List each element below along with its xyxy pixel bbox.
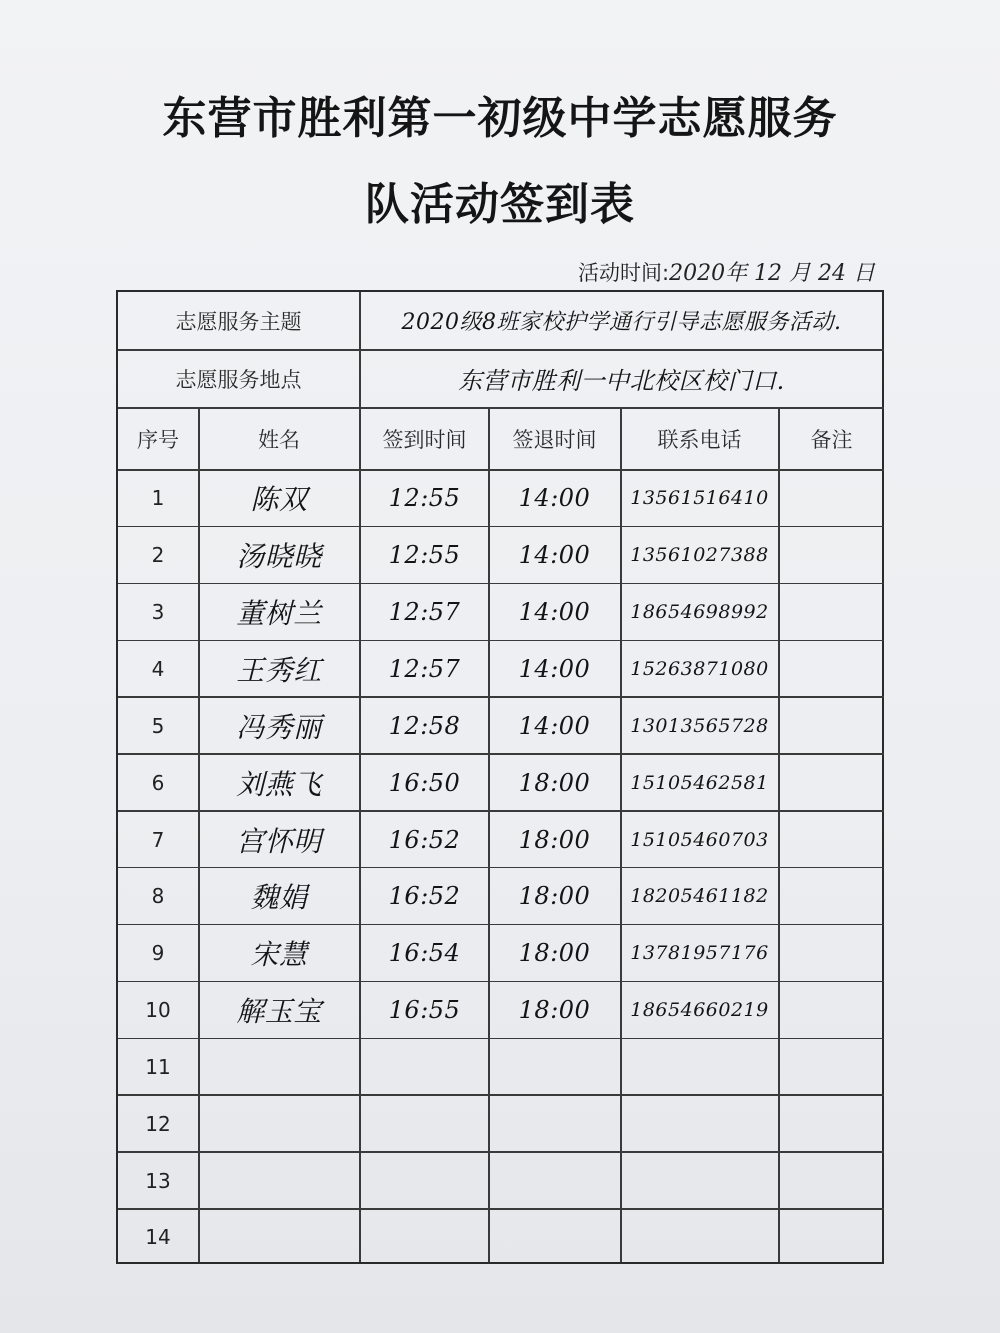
row-note [779,584,884,641]
row-sign-out: 14:00 [518,541,591,570]
row-phone [621,1209,778,1266]
row-name [199,1095,359,1152]
row-name [199,1039,359,1096]
row-sign-in [361,1095,488,1152]
row-sign-in: 16:52 [388,825,461,854]
row-name: 魏娟 [250,881,308,915]
row-sign-in [361,1152,488,1209]
row-name [199,1209,359,1266]
sign-in-table [116,290,884,1264]
row-sign-out: 14:00 [518,484,591,513]
row-note [779,982,884,1039]
row-note [779,1209,884,1266]
row-sign-out: 14:00 [518,654,591,683]
row-no: 14 [145,1225,171,1250]
row-sign-out: 18:00 [518,939,591,968]
grid-line [118,349,884,351]
row-note [779,697,884,754]
row-note [779,470,884,527]
row-note [779,925,884,982]
grid-line [118,640,884,642]
row-note [779,754,884,811]
row-phone: 18654660219 [630,999,769,1022]
row-sign-out: 18:00 [518,825,591,854]
row-no: 2 [151,543,165,568]
row-sign-in: 16:50 [388,768,461,797]
grid-line [118,1094,884,1096]
row-note [779,641,884,698]
row-note [779,1039,884,1096]
grid-line [118,753,884,755]
row-phone: 13781957176 [630,942,769,965]
row-phone [621,1095,778,1152]
row-phone: 18654698992 [630,601,769,624]
row-no: 4 [151,656,165,681]
col-header-note: 备注 [810,428,853,452]
row-phone: 13561516410 [630,487,769,510]
row-name: 宫怀明 [236,824,322,858]
grid-line [118,1151,884,1153]
sheet-title-line2: 队活动签到表 [365,179,635,230]
grid-line [488,407,490,1262]
row-sign-out: 14:00 [518,711,591,740]
row-no: 13 [145,1168,171,1193]
row-sign-out [489,1095,620,1152]
row-no: 12 [145,1111,171,1136]
col-header-phone: 联系电话 [657,428,742,452]
row-name: 陈双 [250,483,308,517]
row-note [779,811,884,868]
row-name: 宋慧 [250,938,308,972]
row-name: 刘燕飞 [236,767,322,801]
row-phone: 15105460703 [630,828,769,851]
row-sign-out [489,1039,620,1096]
grid-line [118,1208,884,1210]
grid-line [118,810,884,812]
grid-line [118,1038,884,1040]
grid-line [359,292,361,1262]
row-sign-in: 12:58 [388,711,461,740]
grid-line [118,407,884,409]
row-name: 王秀红 [236,653,322,687]
row-no: 3 [151,600,165,625]
row-sign-in: 16:55 [388,996,461,1025]
row-note [779,527,884,584]
row-sign-out: 14:00 [518,598,591,627]
sheet-title-line1: 东营市胜利第一初级中学志愿服务 [162,93,838,144]
row-note [779,1095,884,1152]
row-no: 10 [145,998,171,1023]
grid-line [118,583,884,585]
location-value: 东营市胜利一中北校区校门口. [458,367,785,395]
col-header-name: 姓名 [258,428,300,452]
row-sign-in: 16:52 [388,882,461,911]
row-phone [621,1039,778,1096]
col-header-sign-out: 签退时间 [512,428,597,452]
grid-line [198,407,200,1262]
row-sign-in [361,1209,488,1266]
row-name: 冯秀丽 [236,710,322,744]
row-phone [621,1152,778,1209]
row-name: 汤晓晓 [236,540,322,574]
row-sign-in: 12:55 [388,541,461,570]
row-no: 8 [151,884,165,909]
row-sign-out: 18:00 [518,996,591,1025]
row-note [779,868,884,925]
grid-line [118,981,884,983]
theme-label: 志愿服务主题 [175,309,302,334]
grid-line [118,469,884,471]
grid-line [118,696,884,698]
row-sign-out [489,1209,620,1266]
row-sign-in: 16:54 [388,939,461,968]
grid-line [118,526,884,528]
grid-line [778,407,780,1262]
row-no: 7 [151,827,165,852]
row-no: 9 [151,941,165,966]
grid-line [118,867,884,869]
row-name: 解玉宝 [236,995,322,1029]
col-header-no: 序号 [137,428,179,452]
row-no: 1 [151,486,165,511]
row-sign-in: 12:55 [388,484,461,513]
row-phone: 18205461182 [630,885,769,908]
row-name: 董树兰 [236,597,322,631]
row-sign-in: 12:57 [388,654,461,683]
row-sign-in: 12:57 [388,598,461,627]
row-no: 11 [145,1054,171,1079]
grid-line [620,407,622,1262]
activity-date [578,256,875,287]
row-phone: 13013565728 [630,714,769,737]
row-sign-out [489,1152,620,1209]
grid-line [118,924,884,926]
activity-date-label: 活动时间: [578,261,670,285]
location-label: 志愿服务地点 [175,367,302,392]
theme-value: 2020级8班家校护学通行引导志愿服务活动. [401,310,842,335]
row-no: 5 [151,713,165,738]
row-note [779,1152,884,1209]
row-sign-out: 18:00 [518,882,591,911]
row-phone: 13561027388 [630,544,769,567]
row-sign-out: 18:00 [518,768,591,797]
row-phone: 15263871080 [630,657,769,680]
row-phone: 15105462581 [630,771,769,794]
row-name [199,1152,359,1209]
col-header-sign-in: 签到时间 [382,428,467,452]
activity-date-value: 2020年 12 月 24 日 [669,261,876,286]
row-no: 6 [151,770,165,795]
row-sign-in [361,1039,488,1096]
